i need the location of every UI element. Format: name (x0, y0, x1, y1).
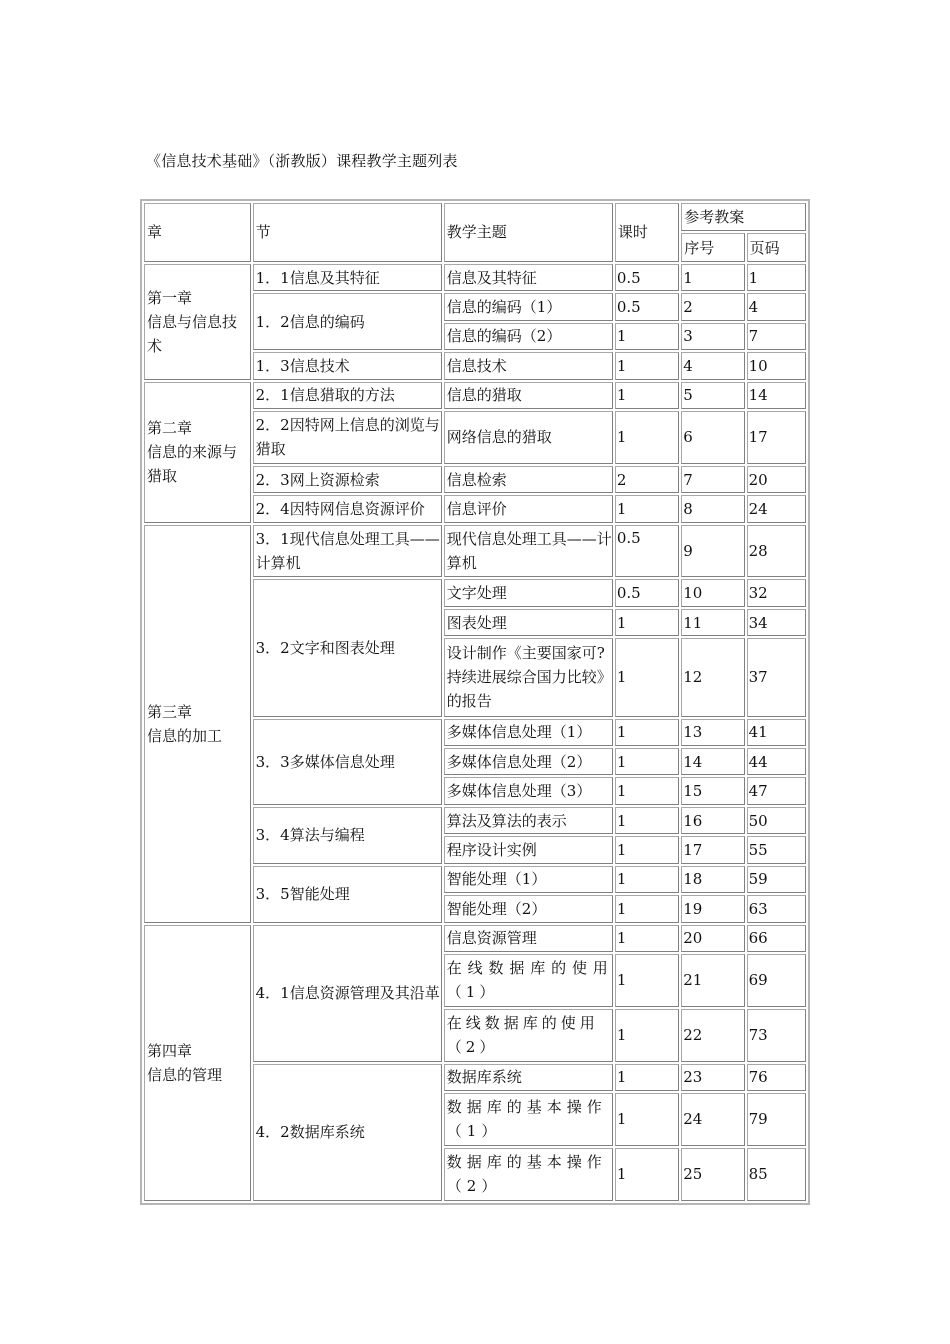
section-cell: 2．3网上资源检索 (253, 466, 442, 493)
sequence-cell: 16 (681, 807, 744, 834)
section-cell: 1．1信息及其特征 (253, 264, 442, 291)
sequence-cell: 23 (681, 1064, 744, 1091)
header-sequence: 序号 (681, 233, 744, 261)
topic-cell: 网络信息的猎取 (444, 411, 613, 464)
topic-cell: 信息评价 (444, 495, 613, 522)
sequence-cell: 17 (681, 836, 744, 863)
chapter-title: 信息的管理 (147, 1065, 223, 1084)
sequence-cell: 14 (681, 748, 744, 775)
section-cell: 4．2数据库系统 (253, 1064, 442, 1201)
topic-cell: 算法及算法的表示 (444, 807, 613, 834)
hours-cell: 0.5 (615, 579, 679, 606)
page-cell: 69 (747, 954, 806, 1007)
page-cell: 44 (747, 748, 806, 775)
page-cell: 63 (747, 895, 806, 922)
hours-cell: 1 (615, 609, 679, 636)
hours-cell: 0.5 (615, 264, 679, 291)
topic-cell: 信息资源管理 (444, 925, 613, 952)
header-reference: 参考教案 (681, 203, 806, 231)
chapter-number: 第四章 (147, 1041, 193, 1060)
topic-cell: 智能处理（1） (444, 866, 613, 893)
section-cell: 3．3多媒体信息处理 (253, 719, 442, 805)
header-topic: 教学主题 (444, 203, 613, 262)
hours-cell: 1 (615, 807, 679, 834)
hours-cell: 1 (615, 323, 679, 350)
page-cell: 24 (747, 495, 806, 522)
chapter-title: 信息与信息技术 (147, 312, 238, 355)
hours-cell: 1 (615, 382, 679, 409)
section-cell: 4．1信息资源管理及其沿革 (253, 925, 442, 1062)
sequence-cell: 3 (681, 323, 744, 350)
sequence-cell: 4 (681, 352, 744, 379)
hours-cell: 1 (615, 836, 679, 863)
topic-cell: 数据库系统 (444, 1064, 613, 1091)
sequence-cell: 10 (681, 579, 744, 606)
page-cell: 50 (747, 807, 806, 834)
sequence-cell: 1 (681, 264, 744, 291)
section-cell: 1．2信息的编码 (253, 293, 442, 350)
topic-cell: 信息技术 (444, 352, 613, 379)
sequence-cell: 18 (681, 866, 744, 893)
section-cell: 2．4因特网信息资源评价 (253, 495, 442, 522)
page-cell: 41 (747, 719, 806, 746)
header-section: 节 (253, 203, 442, 262)
chapter-cell (144, 925, 251, 1201)
page-cell: 32 (747, 579, 806, 606)
topic-cell: 信息的编码（1） (444, 293, 613, 320)
page-cell: 76 (747, 1064, 806, 1091)
sequence-cell: 19 (681, 895, 744, 922)
document-title: 《信息技术基础》（浙教版）课程教学主题列表 (146, 152, 458, 170)
page-cell: 10 (747, 352, 806, 379)
topic-cell: 在线数据库的使用（1） (444, 954, 613, 1007)
chapter-number: 第一章 (147, 288, 193, 307)
hours-cell: 2 (615, 466, 679, 493)
hours-cell: 1 (615, 495, 679, 522)
sequence-cell: 7 (681, 466, 744, 493)
page-cell: 47 (747, 777, 806, 804)
header-hours: 课时 (615, 203, 679, 262)
page-cell: 73 (747, 1009, 806, 1062)
page-cell: 66 (747, 925, 806, 952)
hours-cell: 1 (615, 748, 679, 775)
topic-table (140, 199, 810, 1205)
topic-table-grid (142, 201, 808, 1203)
topic-cell: 智能处理（2） (444, 895, 613, 922)
sequence-cell: 11 (681, 609, 744, 636)
topic-cell: 在线数据库的使用（2） (444, 1009, 613, 1062)
page-cell: 85 (747, 1148, 806, 1201)
topic-cell: 数据库的基本操作（1） (444, 1093, 613, 1146)
hours-cell: 1 (615, 925, 679, 952)
chapter-number: 第二章 (147, 419, 193, 438)
hours-cell: 1 (615, 411, 679, 464)
topic-cell: 多媒体信息处理（1） (444, 719, 613, 746)
chapter-cell (144, 382, 251, 523)
sequence-cell: 6 (681, 411, 744, 464)
section-cell: 2．2因特网上信息的浏览与猎取 (253, 411, 442, 464)
sequence-cell: 8 (681, 495, 744, 522)
page-cell: 17 (747, 411, 806, 464)
chapter-cell (144, 264, 251, 380)
sequence-cell: 5 (681, 382, 744, 409)
page-cell: 1 (747, 264, 806, 291)
hours-cell: 0.5 (615, 293, 679, 320)
section-cell: 1．3信息技术 (253, 352, 442, 379)
page-cell: 28 (747, 525, 806, 578)
page-cell: 20 (747, 466, 806, 493)
sequence-cell: 22 (681, 1009, 744, 1062)
section-cell: 3．5智能处理 (253, 866, 442, 923)
page-cell: 37 (747, 638, 806, 716)
topic-cell: 文字处理 (444, 579, 613, 606)
page-cell: 34 (747, 609, 806, 636)
sequence-cell: 20 (681, 925, 744, 952)
topic-cell: 现代信息处理工具——计算机 (444, 525, 613, 578)
topic-cell: 程序设计实例 (444, 836, 613, 863)
page-cell: 14 (747, 382, 806, 409)
topic-cell: 信息的猎取 (444, 382, 613, 409)
topic-cell: 设计制作《主要国家可?持续进展综合国力比较》的报告 (444, 638, 613, 716)
hours-cell: 1 (615, 638, 679, 716)
topic-cell: 信息的编码（2） (444, 323, 613, 350)
hours-cell: 0.5 (615, 525, 679, 578)
sequence-cell: 21 (681, 954, 744, 1007)
sequence-cell: 2 (681, 293, 744, 320)
sequence-cell: 9 (681, 525, 744, 578)
page-cell: 79 (747, 1093, 806, 1146)
page-cell: 59 (747, 866, 806, 893)
hours-cell: 1 (615, 777, 679, 804)
sequence-cell: 12 (681, 638, 744, 716)
topic-cell: 信息及其特征 (444, 264, 613, 291)
hours-cell: 1 (615, 866, 679, 893)
hours-cell: 1 (615, 719, 679, 746)
topic-cell: 图表处理 (444, 609, 613, 636)
topic-cell: 数据库的基本操作（2） (444, 1148, 613, 1201)
page-cell: 7 (747, 323, 806, 350)
chapter-title: 信息的来源与猎取 (147, 443, 238, 486)
header-chapter: 章 (144, 203, 251, 262)
sequence-cell: 24 (681, 1093, 744, 1146)
hours-cell: 1 (615, 1093, 679, 1146)
topic-cell: 多媒体信息处理（2） (444, 748, 613, 775)
hours-cell: 1 (615, 352, 679, 379)
section-cell: 3．1现代信息处理工具——计算机 (253, 525, 442, 578)
chapter-number: 第三章 (147, 702, 193, 721)
topic-cell: 多媒体信息处理（3） (444, 777, 613, 804)
hours-cell: 1 (615, 1064, 679, 1091)
header-page: 页码 (747, 233, 806, 261)
chapter-cell (144, 525, 251, 923)
hours-cell: 1 (615, 954, 679, 1007)
section-cell: 3．4算法与编程 (253, 807, 442, 864)
hours-cell: 1 (615, 1148, 679, 1201)
section-cell: 3．2文字和图表处理 (253, 579, 442, 716)
page-cell: 55 (747, 836, 806, 863)
page-cell: 4 (747, 293, 806, 320)
hours-cell: 1 (615, 895, 679, 922)
chapter-title: 信息的加工 (147, 726, 223, 745)
sequence-cell: 13 (681, 719, 744, 746)
hours-cell: 1 (615, 1009, 679, 1062)
section-cell: 2．1信息猎取的方法 (253, 382, 442, 409)
sequence-cell: 25 (681, 1148, 744, 1201)
sequence-cell: 15 (681, 777, 744, 804)
topic-cell: 信息检索 (444, 466, 613, 493)
